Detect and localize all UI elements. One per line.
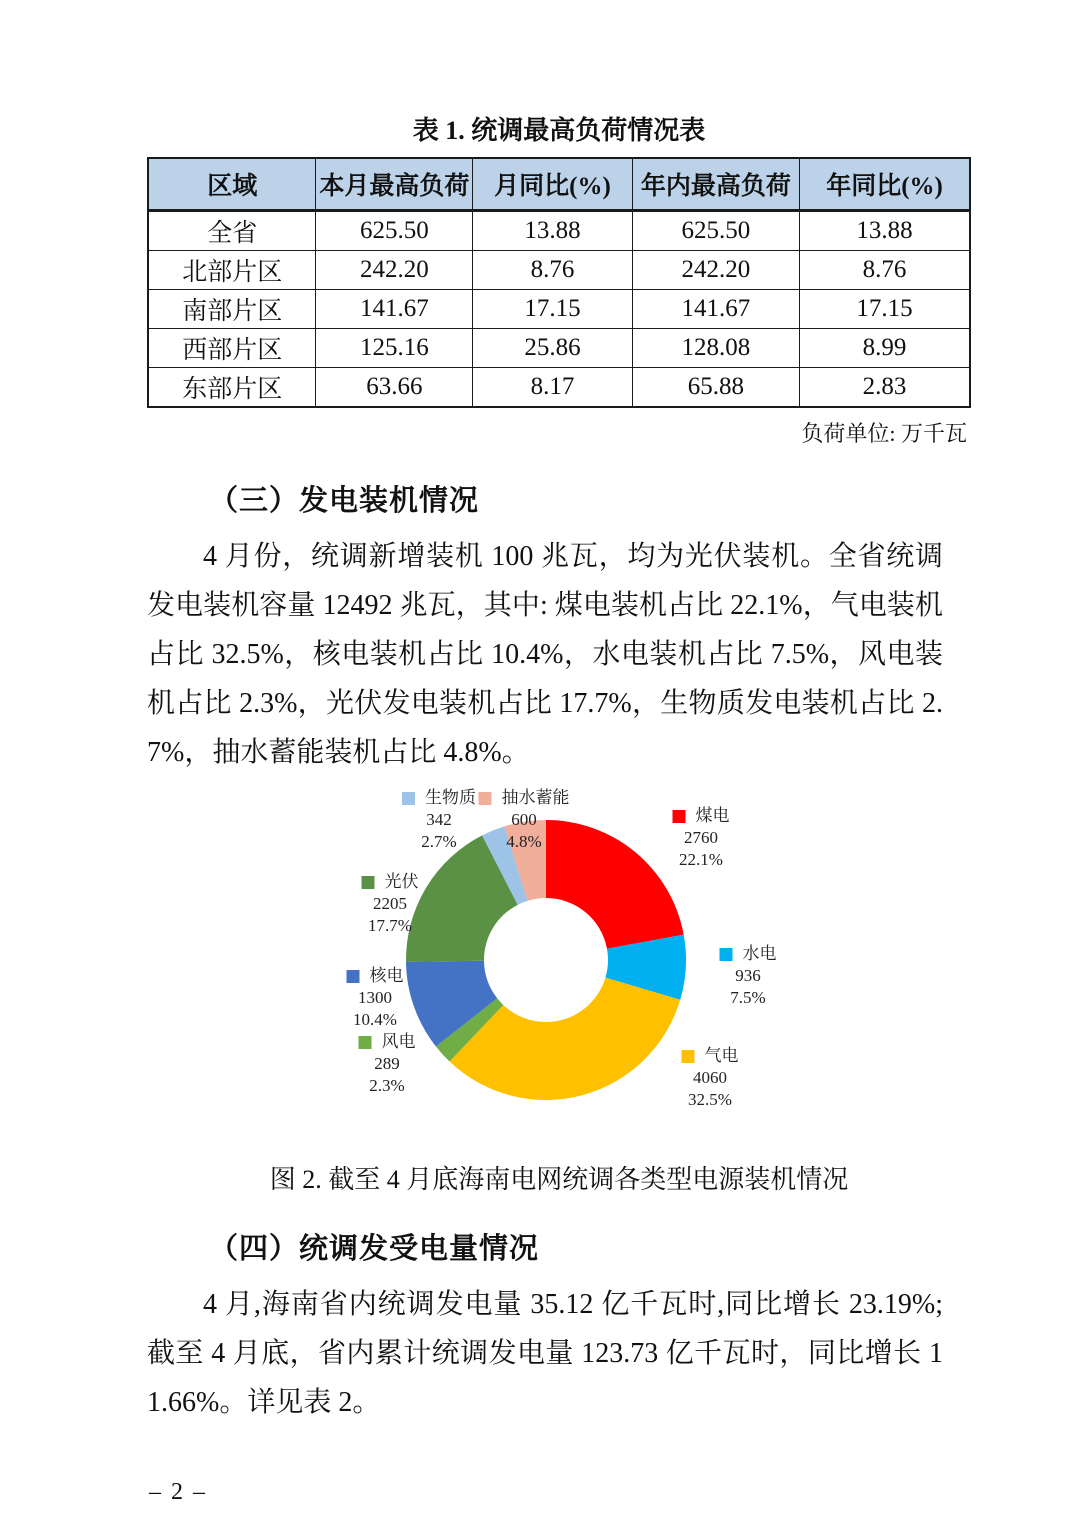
- slice-pct: 7.5%: [730, 988, 766, 1007]
- slice-value: 936: [735, 966, 761, 985]
- slice-name: 生物质: [425, 788, 476, 807]
- chart-label-wind: [359, 1031, 416, 1097]
- slice-pct: 2.7%: [421, 832, 457, 851]
- cell-value: 8.17: [473, 368, 632, 408]
- slice-pct: 32.5%: [688, 1090, 732, 1109]
- slice-value: 2760: [684, 828, 718, 847]
- load-unit-note: 负荷单位: 万千瓦: [801, 421, 967, 446]
- table-row: [148, 251, 970, 290]
- cell-value: 242.20: [632, 251, 799, 290]
- coal-legend-swatch: [673, 810, 686, 823]
- table-row: [148, 290, 970, 329]
- slice-value: 2205: [373, 894, 407, 913]
- slice-name: 抽水蓄能: [501, 788, 570, 807]
- section3-heading: （三）发电装机情况: [209, 485, 480, 517]
- slice-pct: 4.8%: [506, 832, 542, 851]
- gas-legend-swatch: [682, 1050, 695, 1063]
- cell-value: 8.99: [800, 329, 970, 368]
- biomass-legend-swatch: [402, 792, 415, 805]
- slice-name: 水电: [742, 944, 777, 963]
- wind-legend-swatch: [359, 1036, 372, 1049]
- cell-region: 全省: [148, 211, 316, 251]
- slice-name: 风电: [381, 1032, 416, 1051]
- cell-value: 141.67: [632, 290, 799, 329]
- installed-capacity-donut-chart: [147, 783, 971, 1133]
- figure2-caption: 图 2. 截至 4 月底海南电网统调各类型电源装机情况: [269, 1165, 849, 1194]
- col-header-month-yoy: 月同比(%): [473, 158, 632, 211]
- donut-svg: [402, 816, 690, 1104]
- slice-pct: 2.3%: [369, 1076, 405, 1095]
- page-number: – 2 –: [149, 1479, 207, 1505]
- chart-label-pumped-storage: [479, 787, 570, 853]
- pumped-storage-legend-swatch: [479, 792, 492, 805]
- cell-region: 西部片区: [148, 329, 316, 368]
- cell-value: 141.67: [316, 290, 473, 329]
- cell-region: 南部片区: [148, 290, 316, 329]
- slice-pct: 22.1%: [679, 850, 723, 869]
- cell-value: 17.15: [473, 290, 632, 329]
- solar-legend-swatch: [362, 876, 375, 889]
- cell-value: 8.76: [473, 251, 632, 290]
- slice-pct: 17.7%: [368, 916, 412, 935]
- section3-paragraph: 4 月份，统调新增装机 100 兆瓦，均为光伏装机。全省统调发电装机容量 12492 兆瓦，其中: 煤电装机占比 22.1%，气电装机占比 32.5%，核电装机占比 10.4%，水电装机占比 7.5%，风电装机占比 2.3%，光伏发电装机占比 17.7%，生物质发电装机占比 2.7%，抽水蓄能装机占比 4.8%。: [147, 541, 943, 768]
- chart-label-hydro: [720, 943, 777, 1009]
- chart-label-solar: [362, 871, 419, 937]
- slice-name: 气电: [704, 1046, 739, 1065]
- table-row: [148, 368, 970, 408]
- cell-region: 北部片区: [148, 251, 316, 290]
- cell-value: 65.88: [632, 368, 799, 408]
- col-header-region: 区域: [148, 158, 316, 211]
- col-header-month-peak: 本月最高负荷: [316, 158, 473, 211]
- section4-heading: （四）统调发受电量情况: [209, 1233, 540, 1265]
- chart-label-coal: [673, 805, 730, 871]
- chart-label-gas: [682, 1045, 739, 1111]
- document-page: [147, 0, 971, 1506]
- table1-title: 表 1. 统调最高负荷情况表: [412, 116, 706, 145]
- table-row: [148, 211, 970, 251]
- table-row: [148, 329, 970, 368]
- cell-value: 8.76: [800, 251, 970, 290]
- slice-value: 4060: [693, 1068, 727, 1087]
- slice-value: 342: [426, 810, 452, 829]
- slice-name: 核电: [369, 966, 404, 985]
- cell-region: 东部片区: [148, 368, 316, 408]
- cell-value: 63.66: [316, 368, 473, 408]
- cell-value: 125.16: [316, 329, 473, 368]
- load-table: [147, 157, 971, 408]
- cell-value: 128.08: [632, 329, 799, 368]
- hydro-legend-swatch: [720, 948, 733, 961]
- col-header-year-yoy: 年同比(%): [800, 158, 970, 211]
- load-table-header: [148, 158, 970, 211]
- cell-value: 242.20: [316, 251, 473, 290]
- slice-pct: 10.4%: [353, 1010, 397, 1029]
- cell-value: 25.86: [473, 329, 632, 368]
- slice-value: 1300: [358, 988, 392, 1007]
- table-header-row: [148, 158, 970, 211]
- section4-paragraph: 4 月,海南省内统调发电量 35.12 亿千瓦时,同比增长 23.19%;截至 4 月底，省内累计统调发电量 123.73 亿千瓦时，同比增长 11.66%。详见表 2。: [147, 1289, 943, 1418]
- cell-value: 13.88: [473, 211, 632, 251]
- slice-name: 光伏: [384, 872, 419, 891]
- cell-value: 625.50: [632, 211, 799, 251]
- cell-value: 625.50: [316, 211, 473, 251]
- slice-value: 600: [511, 810, 537, 829]
- cell-value: 17.15: [800, 290, 970, 329]
- nuclear-legend-swatch: [347, 970, 360, 983]
- cell-value: 13.88: [800, 211, 970, 251]
- col-header-year-peak: 年内最高负荷: [632, 158, 799, 211]
- chart-label-nuclear: [347, 965, 404, 1031]
- chart-label-biomass: [402, 787, 476, 853]
- slice-value: 289: [374, 1054, 400, 1073]
- cell-value: 2.83: [800, 368, 970, 408]
- slice-name: 煤电: [695, 806, 730, 825]
